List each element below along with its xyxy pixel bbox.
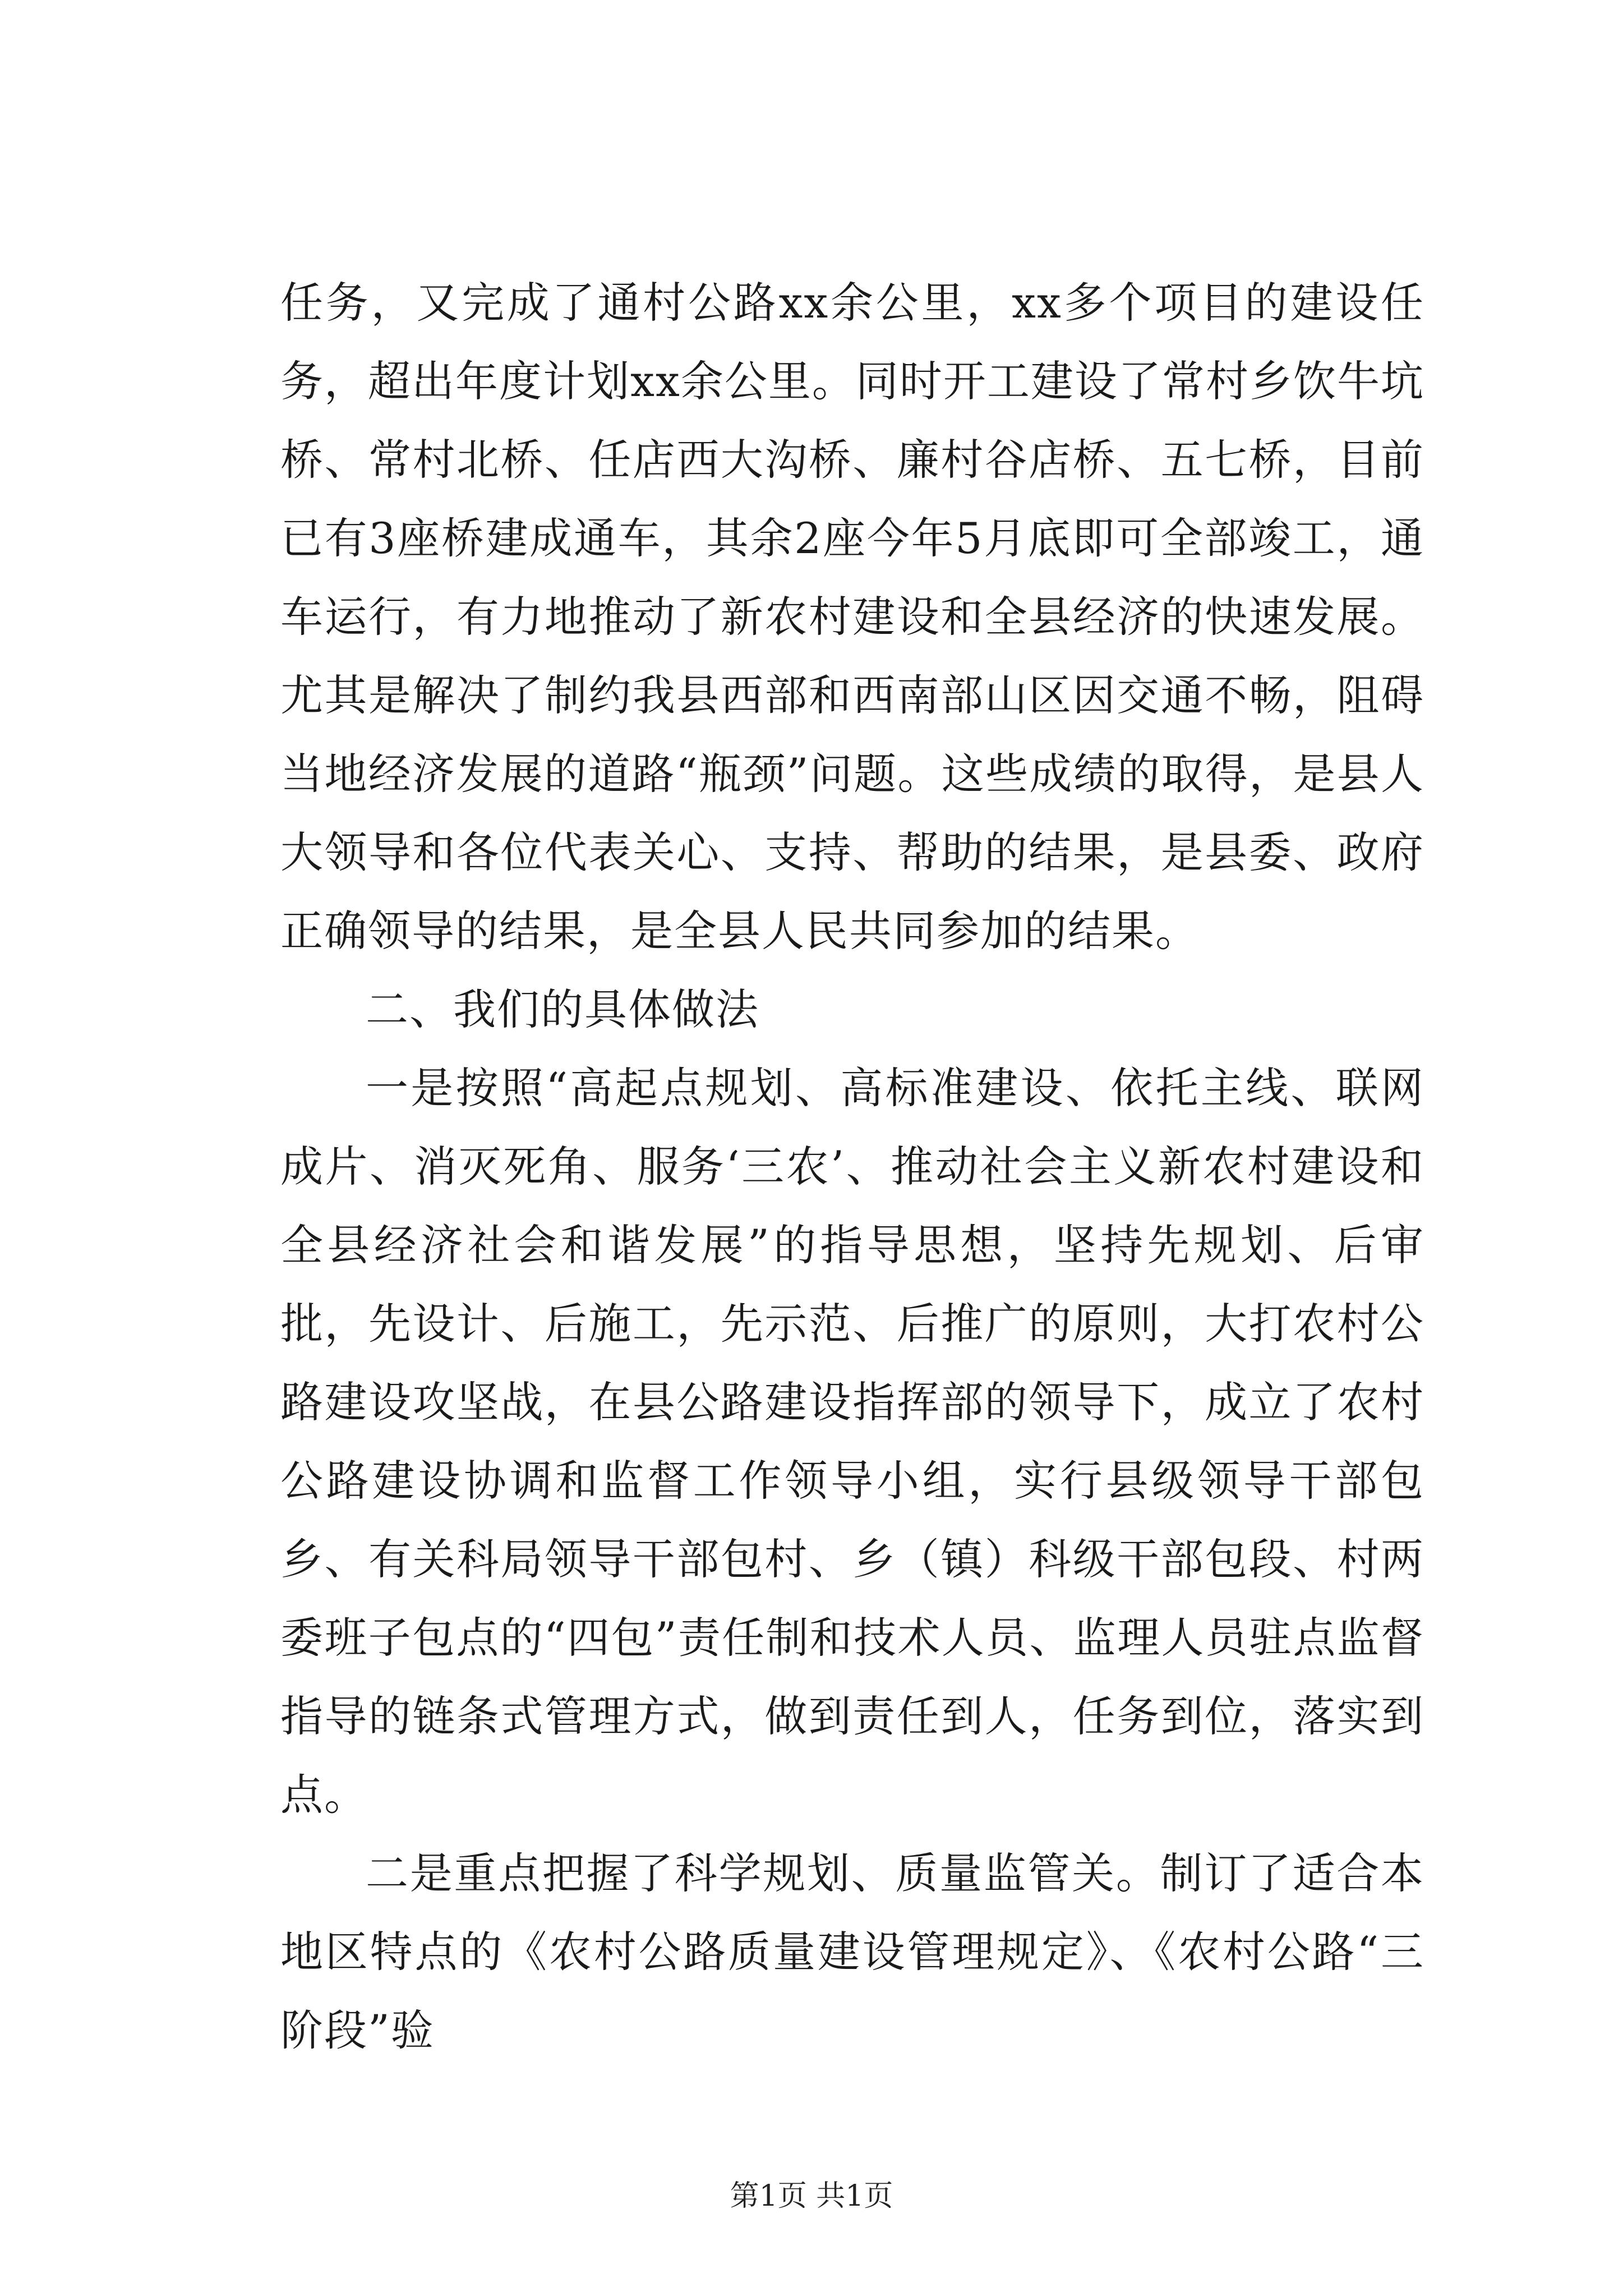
paragraph-method-two: 二是重点把握了科学规划、质量监管关。制订了适合本地区特点的《农村公路质量建设管理规定》、《农村公路“三阶段”验 xyxy=(280,1848,1424,2055)
paragraph-results: 任务，又完成了通村公路xx余公里，xx多个项目的建设任务，超出年度计划xx余公里。同时开工建设了常村乡饮牛坑桥、常村北桥、任店西大沟桥、廉村谷店桥、五七桥，目前已有3座桥建成通车，其余2座今年5月底即可全部竣工，通车运行，有力地推动了新农村建设和全县经济的快速发展。尤其是解决了制约我县西部和西南部山区因交通不畅，阻碍当地经济发展的道路“瓶颈”问题。这些成绩的取得，是县人大领导和各位代表关心、支持、帮助的结果，是县委、政府正确领导的结果，是全县人民共同参加的结果。 xyxy=(280,278,1424,956)
paragraph-method-one: 一是按照“高起点规划、高标准建设、依托主线、联网成片、消灭死角、服务‘三农’、推动社会主义新农村建设和全县经济社会和谐发展”的指导思想，坚持先规划、后审批，先设计、后施工，先示范、后推广的原则，大打农村公路建设攻坚战，在县公路建设指挥部的领导下，成立了农村公路建设协调和监督工作领导小组，实行县级领导干部包乡、有关科局领导干部包村、乡（镇）科级干部包段、村两委班子包点的“四包”责任制和技术人员、监理人员驻点监督指导的链条式管理方式，做到责任到人，任务到位，落实到点。 xyxy=(280,1063,1424,1820)
document-body xyxy=(280,264,1424,2070)
section-heading: 二、我们的具体做法 xyxy=(366,984,759,1034)
page-footer: 第1页 共1页 xyxy=(730,2179,893,2213)
